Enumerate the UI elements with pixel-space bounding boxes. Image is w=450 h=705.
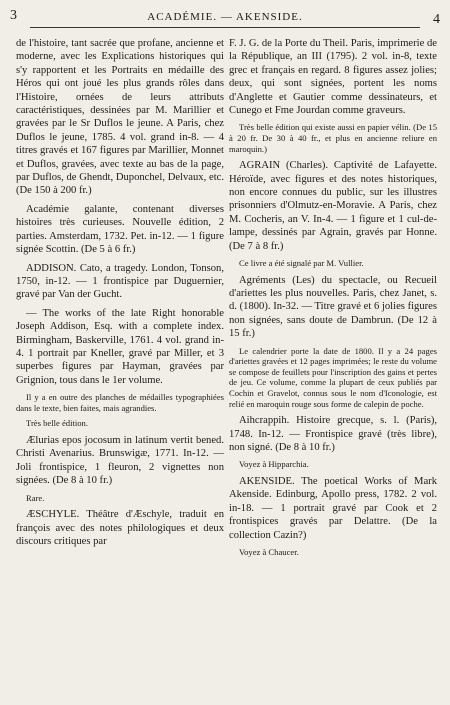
catalog-entry: de l'histoire, tant sacrée que profane, ancienne et moderne, avec les Explications historiques qui s'y rapportent et les Portraits en médaille des Héros qui ont joué les plus grands rôles dans l'Histoire, ornées de leurs attributs caractéristiques, dessinées par M. Marillier et gravées par le Sr Duflos le jeune. A Paris, chez Duflos le jeune, 1785. 4 vol. grand in-8. — 4 titres gravés et 167 figures par Marillier, Monnet et Duflos, gravées, avec texte au bas de la page, par Duflos, de Ghendt, Duponchel, Delvaux, etc. (De 150 à 200 fr.) — [16, 38, 224, 197]
catalog-note: Voyez à Hipparchia. — [239, 459, 309, 470]
catalog-entry: — The works of the late Right honorable Joseph Addison, Esq. with a complete index. Birmingham, Baskerville, 1761. 4 vol. grand in-4. 1 portrait par Kneller, gravé par Miller, et 3 superbes figures par Hayman, gravées par Grignion, tous dans le 1er volume. — [16, 307, 224, 386]
header-rule — [30, 27, 420, 28]
catalog-entry: Académie galante, contenant diverses histoires très curieuses. Nouvelle édition, 2 parties. Amsterdam, 1732. Pet. in-12. — 1 figure signée Scottin. (De 5 à 6 fr.) — [16, 203, 224, 256]
catalog-note: Très belle édition qui existe aussi en papier vélin. (De 15 à 20 fr. De 30 à 40 fr., et plus en ancienne reliure en maroquin.) — [229, 122, 437, 154]
catalog-entry: Aihcrappih. Histoire grecque, s. l. (Paris), 1748. In-12. — Frontispice gravé (très libre), non signé. (De 8 à 10 fr.) — [229, 415, 437, 454]
catalog-note: Rare. — [26, 492, 45, 503]
catalog-entry: ADDISON. Cato, a tragedy. London, Tonson, 1750, in-12. — 1 frontispice par Duguernier, gravé par Van der Gucht. — [16, 262, 224, 301]
catalog-entry: F. J. G. de la Porte du Theil. Paris, imprimerie de la République, an III (1795). 2 vol. in-8, texte grec et français en regard. 8 figures assez jolies; deux, qui sont signées, portent les noms d'Anglette et Gautier comme dessinateurs, et Cunego et Fme Jourdan comme graveurs. — [229, 38, 437, 117]
catalog-entry: AKENSIDE. The poetical Works of Mark Akenside. Edinburg, Apollo press, 1782. 2 vol. in-18. — 1 portrait gravé par Cook et 2 frontispices gravés par Delattre. (De la collection Cazin?) — [229, 476, 437, 541]
catalog-note: Très belle édition. — [26, 418, 88, 429]
left-page-number: 3 — [10, 8, 17, 23]
catalog-entry: AGRAIN (Charles). Captivité de Lafayette. Héroïde, avec figures et des notes historiques, non encore connues du public, sur les illustres prisonniers d'Olmutz-en-Moravie. A Paris, chez M. Cocheris, an V. In-4. — 1 figure et 1 cul-de-lampe, dessinés par Agrain, gravés par Honne. (De 7 à 8 fr.) — [229, 160, 437, 252]
catalog-entry: ÆSCHYLE. Théâtre d'Æschyle, traduit en françois avec des notes philologiques et deux discours critiques par — [16, 509, 224, 547]
running-title: ACADÉMIE. — AKENSIDE. — [147, 11, 303, 23]
left-column — [16, 37, 224, 553]
catalog-note: Il y a en outre des planches de médailles typographiées dans le texte, bien faites, mais agrandies. — [16, 392, 224, 413]
catalog-note: Ce livre a été signalé par M. Vullier. — [239, 258, 364, 269]
catalog-entry: Agréments (Les) du spectacle, ou Recueil d'ariettes les plus nouvelles. Paris, chez Janet, s. d. (1800). In-32. — Titre gravé et 6 jolies figures non signées, sans doute de Dambrun. (De 12 à 15 fr.) — [229, 274, 437, 340]
right-column — [229, 37, 437, 563]
page-header — [10, 8, 440, 28]
catalog-note: Le calendrier porte la date de 1800. Il y a 24 pages d'ariettes gravées et 12 pages imprimées; le reste du volume se compose de feuillets pour l'inscription des gains et pertes de jeu. Ce volume, comme la plupart de ceux publiés par Cochin et Gravelot, connus sous le nom d'Iconologie, est relié en maroquin rouge sous forme de calepin de poche. — [229, 345, 437, 409]
right-page-number: 4 — [433, 12, 440, 27]
catalog-entry: Ælurias epos jocosum in latinum vertit bened. Christi Avenarius. Brunswigæ, 1771. In-12. — Joli frontispice, 1 fleuron, 2 vignettes non signées. (De 8 à 10 fr.) — [16, 434, 224, 487]
catalog-note: Voyez à Chaucer. — [239, 547, 299, 558]
